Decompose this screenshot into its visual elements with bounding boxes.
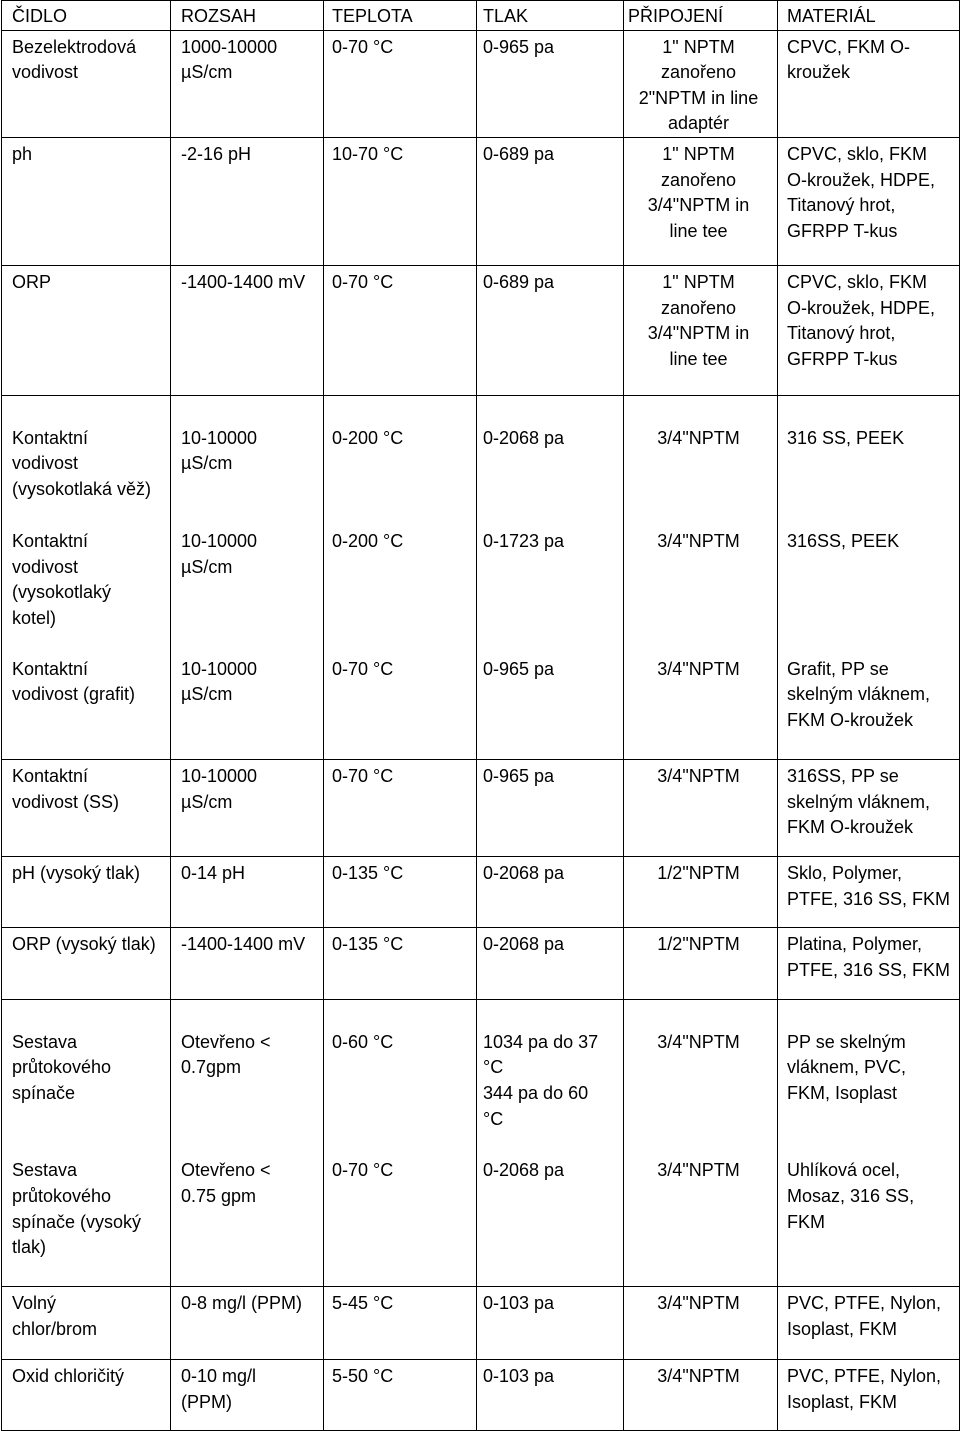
cell-pripojeni: 3/4"NPTM xyxy=(657,427,740,448)
cell-tlak: 0-965 pa xyxy=(477,30,624,137)
cell-cidlo: Kontaktní vodivost (vysokotlaký kotel) xyxy=(12,531,112,628)
cell-cidlo: pH (vysoký tlak) xyxy=(2,857,171,928)
cell-cidlo: Sestava průtokového spínače (vysoký tlak) xyxy=(12,1160,142,1258)
cell-tlak: 1034 pa do 37 °C 344 pa do 60 °C xyxy=(483,1031,599,1129)
cell-rozsah: 1000-10000 µS/cm xyxy=(171,30,324,137)
cell-material: Platina, Polymer, PTFE, 316 SS, FKM xyxy=(778,928,960,1000)
cell-pripojeni: 3/4"NPTM xyxy=(624,1287,778,1360)
cell-pripojeni: 3/4"NPTM xyxy=(624,760,778,857)
cell-teplota: 5-45 °C xyxy=(324,1287,477,1360)
cell-teplota: 0-200 °C xyxy=(332,531,404,552)
cell-material: PVC, PTFE, Nylon, Isoplast, FKM xyxy=(778,1287,960,1360)
header-tlak: TLAK xyxy=(477,1,624,31)
cell-rozsah: 10-10000 µS/cm xyxy=(171,760,324,857)
table-row xyxy=(2,265,960,395)
cell-material: 316 SS, PEEK xyxy=(787,427,905,448)
cell-rozsah: 0-8 mg/l (PPM) xyxy=(171,1287,324,1360)
cell-pripojeni: 1/2"NPTM xyxy=(624,928,778,1000)
cell-material: Sklo, Polymer, PTFE, 316 SS, FKM xyxy=(778,857,960,928)
header-cidlo: ČIDLO xyxy=(2,1,171,31)
cell-teplota: 10-70 °C xyxy=(324,137,477,265)
table-row-group xyxy=(2,1000,960,1287)
cell-tlak: 0-2068 pa xyxy=(477,857,624,928)
cell-rozsah: -1400-1400 mV xyxy=(171,265,324,395)
cell-rozsah: Otevřeno < 0.7gpm xyxy=(181,1031,271,1078)
header-row xyxy=(2,1,960,31)
cell-cidlo: Sestava průtokového spínače xyxy=(12,1031,112,1103)
cell-cidlo: ORP xyxy=(2,265,171,395)
cell-teplota: 5-50 °C xyxy=(324,1360,477,1431)
cell-teplota: 0-135 °C xyxy=(324,857,477,928)
cell-material: PVC, PTFE, Nylon, Isoplast, FKM xyxy=(778,1360,960,1431)
cell-cidlo-group xyxy=(2,395,171,759)
cell-tlak: 0-689 pa xyxy=(477,137,624,265)
cell-tlak: 0-2068 pa xyxy=(483,427,565,448)
table-row xyxy=(2,1360,960,1431)
cell-pripojeni: 3/4"NPTM xyxy=(624,1360,778,1431)
cell-teplota: 0-200 °C xyxy=(332,427,404,448)
cell-material: 316SS, PP se skelným vláknem, FKM O-kroužek xyxy=(778,760,960,857)
cell-rozsah: 10-10000 µS/cm xyxy=(181,658,258,705)
table-row xyxy=(2,1287,960,1360)
table-row xyxy=(2,928,960,1000)
cell-cidlo: ORP (vysoký tlak) xyxy=(2,928,171,1000)
cell-pripojeni: 3/4"NPTM xyxy=(657,1160,740,1181)
header-material: MATERIÁL xyxy=(778,1,960,31)
table-row xyxy=(2,857,960,928)
cell-cidlo: Bezelektrodová vodivost xyxy=(2,30,171,137)
cell-cidlo: Kontaktní vodivost (SS) xyxy=(2,760,171,857)
cell-teplota: 0-135 °C xyxy=(324,928,477,1000)
cell-tlak: 0-965 pa xyxy=(477,760,624,857)
cell-rozsah: 10-10000 µS/cm xyxy=(181,531,258,577)
cell-tlak: 0-103 pa xyxy=(477,1287,624,1360)
cell-tlak-group xyxy=(477,395,624,759)
cell-tlak: 0-2068 pa xyxy=(477,928,624,1000)
cell-rozsah: 0-14 pH xyxy=(171,857,324,928)
cell-material: CPVC, FKM O- kroužek xyxy=(778,30,960,137)
cell-material-group xyxy=(778,395,960,759)
cell-teplota: 0-70 °C xyxy=(332,658,394,679)
header-teplota: TEPLOTA xyxy=(324,1,477,31)
cell-material: PP se skelným vláknem, PVC, FKM, Isoplast xyxy=(787,1031,907,1103)
table-row xyxy=(2,30,960,137)
header-pripojeni: PŘIPOJENÍ xyxy=(624,1,778,31)
cell-rozsah: Otevřeno < 0.75 gpm xyxy=(181,1160,271,1206)
table-row-group xyxy=(2,395,960,759)
cell-pripojeni: 1/2"NPTM xyxy=(624,857,778,928)
cell-tlak: 0-2068 pa xyxy=(483,1160,565,1181)
cell-cidlo: Volný chlor/brom xyxy=(2,1287,171,1360)
cell-cidlo: Kontaktní vodivost (vysokotlaká věž) xyxy=(12,427,152,499)
cell-pripojeni: 3/4"NPTM xyxy=(657,1031,740,1052)
cell-pripojeni: 3/4"NPTM xyxy=(657,658,740,679)
cell-material: 316SS, PEEK xyxy=(787,531,900,552)
cell-cidlo: Kontaktní vodivost (grafit) xyxy=(12,658,136,705)
cell-rozsah-group xyxy=(171,1000,324,1287)
table-row xyxy=(2,137,960,265)
cell-cidlo: ph xyxy=(2,137,171,265)
cell-rozsah: 0-10 mg/l (PPM) xyxy=(171,1360,324,1431)
cell-rozsah: -1400-1400 mV xyxy=(171,928,324,1000)
cell-teplota: 0-70 °C xyxy=(324,30,477,137)
table-row xyxy=(2,760,960,857)
cell-teplota: 0-70 °C xyxy=(332,1160,394,1181)
cell-tlak-group xyxy=(477,1000,624,1287)
sensor-spec-table xyxy=(1,0,960,1431)
cell-pripojeni: 3/4"NPTM xyxy=(657,531,740,552)
cell-rozsah-group xyxy=(171,395,324,759)
cell-pripojeni: 1" NPTM zanořeno 2"NPTM in line adaptér xyxy=(624,30,778,137)
cell-teplota: 0-70 °C xyxy=(324,760,477,857)
cell-tlak: 0-965 pa xyxy=(483,658,555,679)
cell-material: CPVC, sklo, FKM O-kroužek, HDPE, Titanový hrot, GFRPP T-kus xyxy=(778,265,960,395)
cell-rozsah: 10-10000 µS/cm xyxy=(181,427,258,474)
cell-rozsah: -2-16 pH xyxy=(171,137,324,265)
cell-teplota-group xyxy=(324,395,477,759)
cell-teplota: 0-70 °C xyxy=(324,265,477,395)
cell-pripojeni: 1" NPTM zanořeno 3/4"NPTM in line tee xyxy=(624,265,778,395)
cell-pripojeni-group xyxy=(624,395,778,759)
cell-tlak: 0-689 pa xyxy=(477,265,624,395)
cell-tlak: 0-1723 pa xyxy=(483,531,565,552)
header-rozsah: ROZSAH xyxy=(171,1,324,31)
cell-teplota: 0-60 °C xyxy=(332,1031,394,1052)
cell-cidlo: Oxid chloričitý xyxy=(2,1360,171,1431)
cell-pripojeni: 1" NPTM zanořeno 3/4"NPTM in line tee xyxy=(624,137,778,265)
cell-teplota-group xyxy=(324,1000,477,1287)
cell-material-group xyxy=(778,1000,960,1287)
cell-pripojeni-group xyxy=(624,1000,778,1287)
cell-material: CPVC, sklo, FKM O-kroužek, HDPE, Titanový hrot, GFRPP T-kus xyxy=(778,137,960,265)
cell-tlak: 0-103 pa xyxy=(477,1360,624,1431)
cell-material: Uhlíková ocel, Mosaz, 316 SS, FKM xyxy=(787,1160,915,1232)
cell-material: Grafit, PP se skelným vláknem, FKM O-kroužek xyxy=(787,658,931,730)
cell-cidlo-group xyxy=(2,1000,171,1287)
